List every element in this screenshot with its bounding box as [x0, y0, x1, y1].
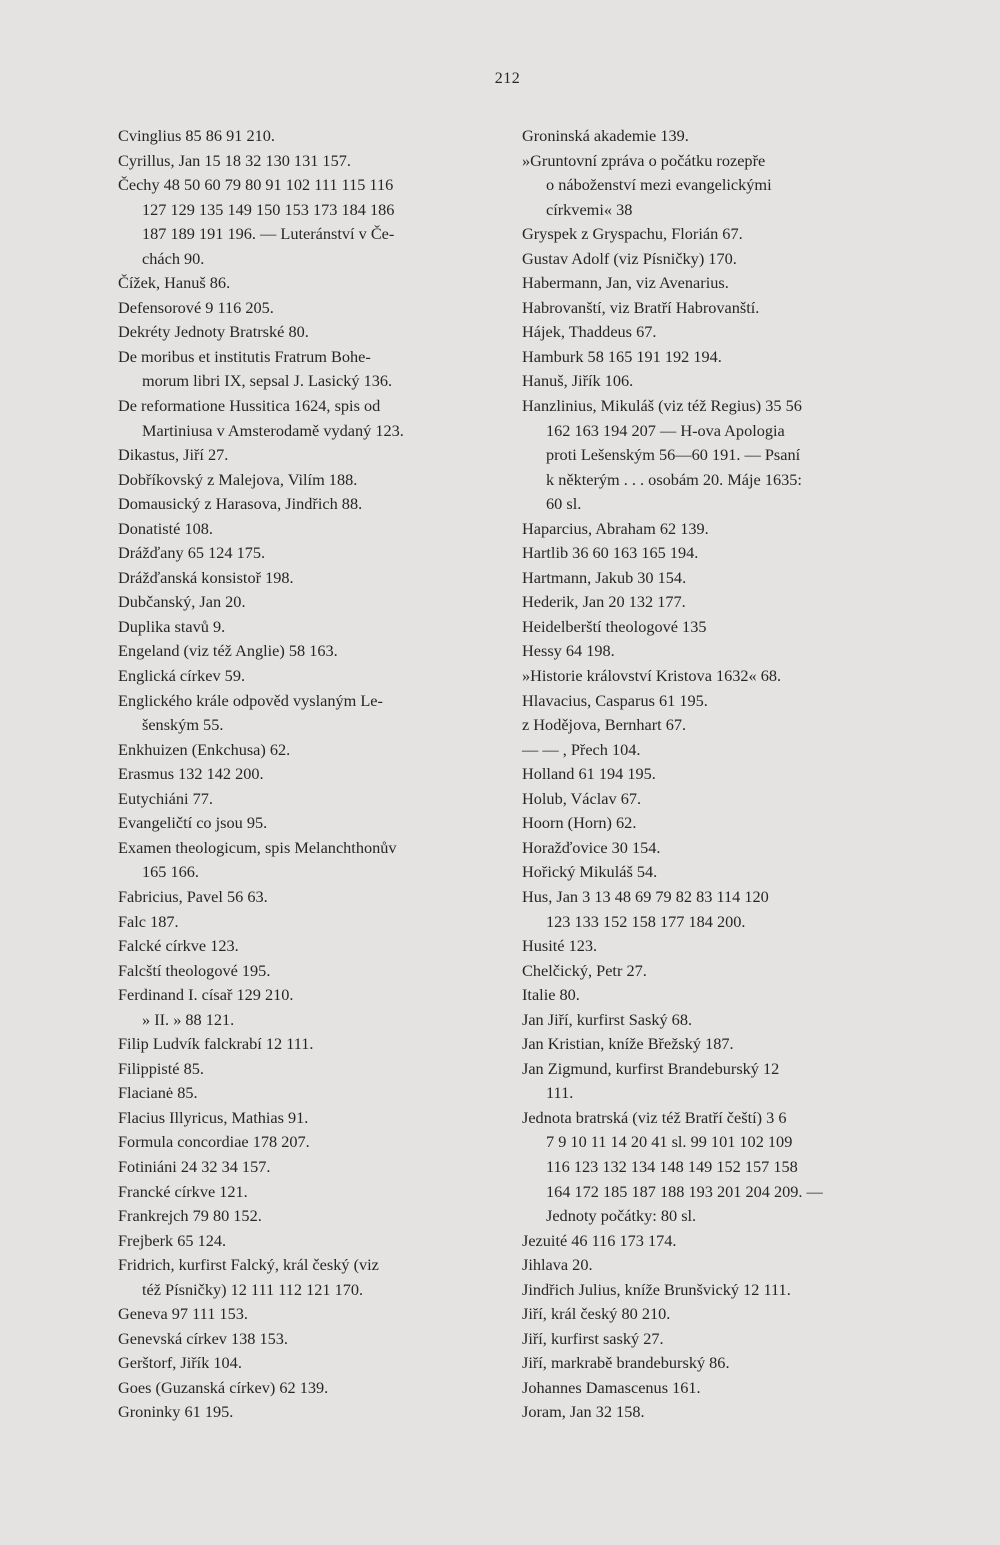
index-entry: Groninská akademie 139.	[522, 126, 689, 145]
index-entry: Flacianė 85.	[118, 1083, 198, 1103]
index-entry: 123 133 152 158 177 184 200.	[546, 911, 746, 931]
index-entry: Joram, Jan 32 158.	[522, 1402, 645, 1422]
index-entry: morum libri IX, sepsal J. Lasický 136.	[142, 371, 393, 391]
index-entry: Frankrejch 79 80 152.	[118, 1206, 262, 1226]
index-entry: Jan Jiří, kurfirst Saský 68.	[522, 1009, 693, 1029]
index-entry: 162 163 194 207 — H-ova Apologia	[546, 420, 785, 440]
index-entry: Donatisté 108.	[118, 518, 213, 538]
index-entry: 165 166.	[142, 862, 199, 882]
index-entry: Jihlava 20.	[522, 1255, 593, 1275]
index-entry: Gustav Adolf (viz Písničky) 170.	[522, 248, 737, 268]
index-entry: Drážďany 65 124 175.	[118, 543, 266, 563]
index-entry: Hanuš, Jiřík 106.	[522, 371, 634, 391]
index-entry: Groninky 61 195.	[118, 1402, 234, 1422]
index-entry: Drážďanská konsistoř 198.	[118, 567, 294, 587]
index-entry: Genevská církev 138 153.	[118, 1328, 288, 1348]
index-entry: Habermann, Jan, viz Avenarius.	[522, 273, 729, 293]
index-entry: Holub, Václav 67.	[522, 788, 642, 808]
index-entry: Engeland (viz též Anglie) 58 163.	[118, 641, 338, 661]
index-entry: o náboženství mezi evangelickými	[546, 175, 772, 195]
index-entry: Fabricius, Pavel 56 63.	[118, 886, 268, 906]
index-entry: Jindřich Julius, kníže Brunšvický 12 111.	[522, 1279, 791, 1299]
index-entry: Francké církve 121.	[118, 1181, 248, 1201]
index-entry: Chelčický, Petr 27.	[522, 960, 647, 980]
index-entry: Italie 80.	[522, 985, 580, 1005]
index-entry: Jiří, markrabě brandeburský 86.	[522, 1353, 730, 1373]
index-entry: De moribus et institutis Fratrum Bohe-	[118, 346, 371, 366]
index-entry: Eutychiáni 77.	[118, 788, 213, 808]
index-entry: Hoorn (Horn) 62.	[522, 813, 637, 833]
index-entry: Habrovanští, viz Bratří Habrovanští.	[522, 297, 760, 317]
index-entry: »Gruntovní zpráva o počátku rozepře	[522, 150, 766, 170]
index-entry: Fridrich, kurfirst Falcký, král český (viz	[118, 1255, 379, 1275]
index-entry: Falcké církve 123.	[118, 936, 239, 956]
index-entry: Duplika stavů 9.	[118, 616, 226, 636]
index-entry: Čechy 48 50 60 79 80 91 102 111 115 116	[118, 175, 394, 195]
index-entry: Domausický z Harasova, Jindřich 88.	[118, 494, 363, 514]
index-entry: Martiniusa v Amsterodamě vydaný 123.	[142, 420, 404, 440]
index-entry: Examen theologicum, spis Melanchthonův	[118, 837, 397, 857]
index-entry: Filip Ludvík falckrabí 12 111.	[118, 1034, 314, 1054]
index-entry: »Historie království Kristova 1632« 68.	[522, 666, 782, 686]
index-entry: Horažďovice 30 154.	[522, 837, 661, 857]
index-entry: Hartlib 36 60 163 165 194.	[522, 543, 699, 563]
index-entry: Hus, Jan 3 13 48 69 79 82 83 114 120	[522, 886, 769, 906]
index-entry: Hartmann, Jakub 30 154.	[522, 567, 687, 587]
index-entry: Cyrillus, Jan 15 18 32 130 131 157.	[118, 150, 351, 170]
page-number: 212	[494, 70, 521, 87]
index-entry: 127 129 135 149 150 153 173 184 186	[142, 199, 395, 219]
index-entry: Flacius Illyricus, Mathias 91.	[118, 1107, 309, 1127]
index-entry: proti Lešenským 56—60 191. — Psaní	[546, 445, 801, 465]
index-entry: Johannes Damascenus 161.	[522, 1377, 701, 1397]
index-entry: De reformatione Hussitica 1624, spis od	[118, 396, 381, 416]
index-entry: chách 90.	[142, 248, 205, 268]
index-entry: Hlavacius, Casparus 61 195.	[522, 690, 708, 710]
index-entry: Holland 61 194 195.	[522, 764, 656, 784]
index-entry: Hořický Mikuláš 54.	[522, 862, 658, 882]
index-entry: Hessy 64 198.	[522, 641, 615, 661]
index-entry: Dikastus, Jiří 27.	[118, 445, 229, 465]
index-entry: Evangeličtí co jsou 95.	[118, 813, 268, 833]
index-column-right	[522, 124, 902, 1425]
index-entry: Hanzlinius, Mikuláš (viz též Regius) 35 56	[522, 396, 802, 416]
index-entry: 116 123 132 134 148 149 152 157 158	[546, 1156, 798, 1176]
index-entry: Dobříkovský z Malejova, Vilím 188.	[118, 469, 358, 489]
index-entry: Falc 187.	[118, 911, 179, 931]
index-entry: Jan Kristian, kníže Břežský 187.	[522, 1034, 734, 1054]
index-entry: Jiří, kurfirst saský 27.	[522, 1328, 664, 1348]
index-entry: 164 172 185 187 188 193 201 204 209. —	[546, 1181, 823, 1201]
index-entry: Hájek, Thaddeus 67.	[522, 322, 657, 342]
index-entry: 187 189 191 196. — Luteránství v Če-	[142, 224, 395, 244]
index-entry: Haparcius, Abraham 62 139.	[522, 518, 709, 538]
index-entry: Formula concordiae 178 207.	[118, 1132, 310, 1152]
index-entry: Hederik, Jan 20 132 177.	[522, 592, 686, 612]
index-entry: též Písničky) 12 111 112 121 170.	[142, 1279, 364, 1299]
index-entry: Gerštorf, Jiřík 104.	[118, 1353, 242, 1373]
index-entry: Jednota bratrská (viz též Bratří čeští) 3 6	[522, 1107, 787, 1127]
index-entry: Čížek, Hanuš 86.	[118, 273, 231, 293]
index-entry: Ferdinand I. císař 129 210.	[118, 985, 294, 1005]
index-entry: Cvinglius 85 86 91 210.	[118, 126, 275, 145]
index-entry: církvemi« 38	[546, 199, 633, 219]
index-column-left	[118, 124, 488, 1425]
index-entry: Jan Zigmund, kurfirst Brandeburský 12	[522, 1058, 780, 1078]
index-entry: Goes (Guzanská církev) 62 139.	[118, 1377, 329, 1397]
index-entry: Frejberk 65 124.	[118, 1230, 227, 1250]
index-entry: Jednoty počátky: 80 sl.	[546, 1206, 697, 1226]
index-entry: Englická církev 59.	[118, 666, 246, 686]
index-entry: Englického krále odpověd vyslaným Le-	[118, 690, 383, 710]
index-entry: Enkhuizen (Enkchusa) 62.	[118, 739, 291, 759]
index-entry: šenským 55.	[142, 715, 224, 735]
index-entry: Falcští theologové 195.	[118, 960, 271, 980]
index-entry: Hamburk 58 165 191 192 194.	[522, 346, 722, 366]
index-entry: Defensorové 9 116 205.	[118, 297, 274, 317]
index-entry: Erasmus 132 142 200.	[118, 764, 264, 784]
index-entry: Dekréty Jednoty Bratrské 80.	[118, 322, 309, 342]
index-entry: Jiří, král český 80 210.	[522, 1304, 671, 1324]
index-entry: Husité 123.	[522, 936, 598, 956]
index-entry: 60 sl.	[546, 494, 582, 514]
index-entry: Geneva 97 111 153.	[118, 1304, 248, 1324]
index-entry: k některým . . . osobám 20. Máje 1635:	[546, 469, 802, 489]
index-entry: z Hodějova, Bernhart 67.	[522, 715, 687, 735]
index-entry: Gryspek z Gryspachu, Florián 67.	[522, 224, 743, 244]
index-entry: — — , Přech 104.	[522, 739, 641, 759]
index-entry: Filippisté 85.	[118, 1058, 204, 1078]
index-entry: 111.	[546, 1083, 574, 1103]
index-entry: Jezuité 46 116 173 174.	[522, 1230, 677, 1250]
index-entry: Fotiniáni 24 32 34 157.	[118, 1156, 271, 1176]
index-entry: » II. » 88 121.	[142, 1009, 235, 1029]
index-entry: Dubčanský, Jan 20.	[118, 592, 246, 612]
index-entry: Heidelberští theologové 135	[522, 616, 707, 636]
index-entry: 7 9 10 11 14 20 41 sl. 99 101 102 109	[546, 1132, 793, 1152]
